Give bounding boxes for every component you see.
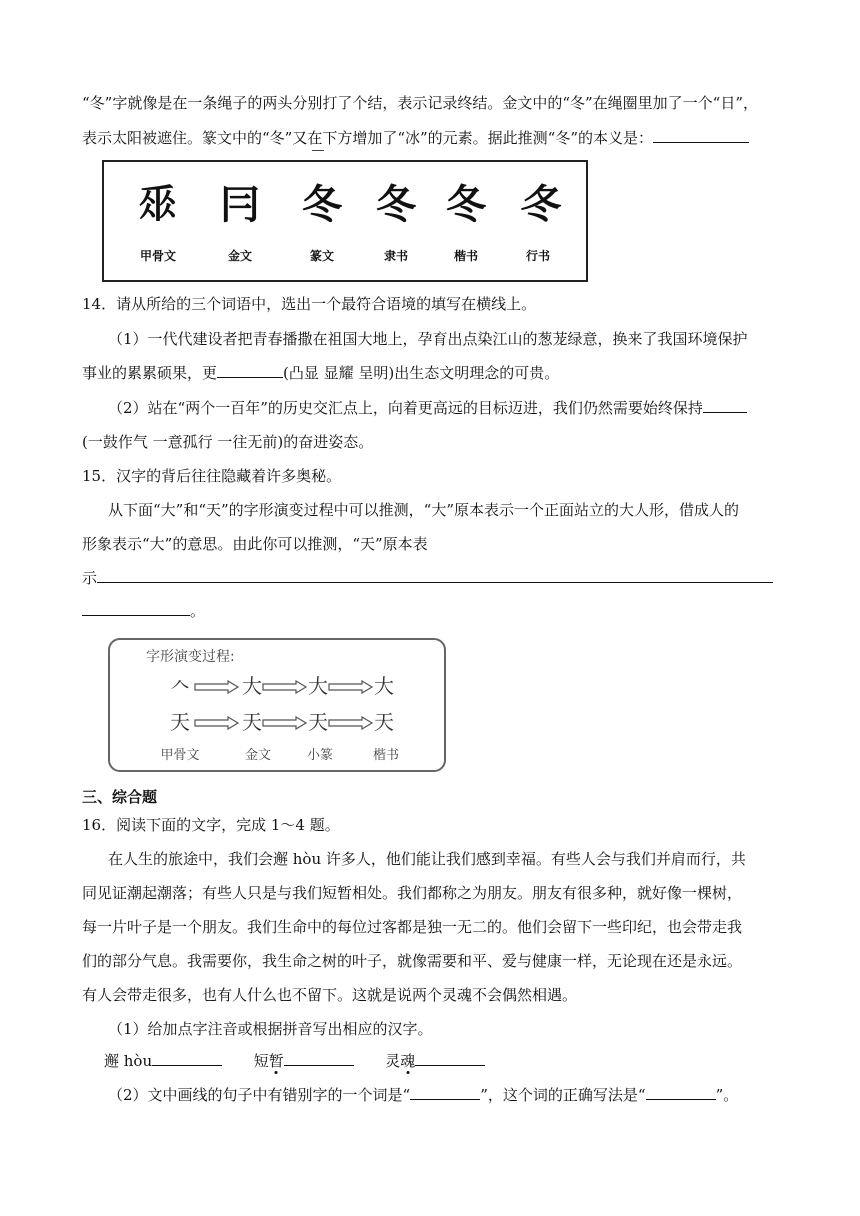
q14-part2-line1 — [108, 397, 747, 419]
q14-part1-blank[interactable] — [217, 362, 283, 378]
q14-part1-text-b: (凸显 显耀 呈明)出生态文明理念的可贵。 — [283, 364, 560, 382]
glyph-lishu: 冬 — [376, 181, 416, 228]
q16-passage-line-4: 们的部分气息。我需要你，我生命之树的叶子，就像需要和平、爱与健康一样，无论现在还是永远。 — [82, 952, 743, 970]
caption-kaishu: 楷书 — [453, 249, 478, 263]
q16-passage-line-5: 有人会带走很多，也有人什么也不留下。这就是说两个灵魂不会偶然相遇。 — [82, 986, 578, 1004]
caption-lishu: 隶书 — [383, 249, 408, 263]
q14-part2-blank[interactable] — [703, 397, 747, 413]
row1-kaishu: 大 — [374, 674, 394, 698]
q15-line3-text: 示 — [82, 569, 98, 587]
q15-stem: 15．汉字的背后往往隐藏着许多奥秘。 — [82, 467, 342, 485]
q14-part1-text-a: 事业的累累硕果，更 — [82, 364, 218, 382]
fill-a-label: 邂 hòu — [104, 1052, 153, 1070]
answer-blank[interactable] — [653, 127, 749, 143]
q16-passage-line-2: 同见证潮起潮落；有些人只是与我们短暂相处。我们都称之为朋友。朋友有很多种，就好像一棵树， — [82, 884, 743, 902]
glyph-jinwen: 冃 — [220, 181, 260, 228]
arrow-icon — [328, 680, 374, 694]
q16-sub2 — [108, 1084, 738, 1106]
arrow-icon — [262, 716, 308, 730]
q16-sub2-text-a: （2）文中画线的句子中有错别字的一个词是“ — [108, 1086, 411, 1104]
section-heading: 三、综合题 — [82, 788, 158, 806]
divider-mark — [312, 150, 324, 151]
q14-stem: 14．请从所给的三个词语中，选出一个最符合语境的填写在横线上。 — [82, 295, 537, 313]
fill-c-blank[interactable] — [415, 1050, 485, 1066]
q16-sub2-blank-1[interactable] — [410, 1084, 480, 1100]
q15-blank-short[interactable] — [82, 600, 190, 616]
glyph-xingshu: 冬 — [518, 181, 558, 228]
fill-c-dotted-char: 魂 — [400, 1052, 416, 1070]
q15-line4-end: 。 — [190, 602, 206, 620]
arrow-icon — [328, 716, 374, 730]
caption-xingshu: 行书 — [525, 249, 550, 263]
q14-part1-line1: （1）一代代建设者把青春播撒在祖国大地上，孕育出点染江山的葱茏绿意，换来了我国环境保护 — [108, 330, 748, 348]
arrow-icon — [194, 716, 240, 730]
q15-line3 — [82, 567, 773, 589]
q14-part1-line2 — [82, 362, 559, 384]
q16-sub2-blank-2[interactable] — [646, 1084, 716, 1100]
fill-b-dotted-char: 暂 — [268, 1052, 284, 1070]
row2-jinwen: 天 — [242, 710, 262, 734]
glyph-zhuanwen: 冬 — [302, 181, 342, 228]
da-tian-evolution-figure — [108, 638, 446, 772]
caption-zhuanwen: 篆文 — [309, 249, 334, 263]
glyph-kaishu: 冬 — [446, 181, 486, 228]
glyph-jiaguwen: 𠂹 — [138, 181, 178, 228]
row2-kaishu: 天 — [374, 710, 394, 734]
caption-kaishu-2: 楷书 — [372, 748, 399, 763]
q15-line1: 从下面“大”和“天”的字形演变过程中可以推测，“大”原本表示一个正面站立的大人形，借成人的 — [108, 501, 740, 519]
caption-jiaguwen: 甲骨文 — [139, 249, 176, 263]
q16-stem: 16．阅读下面的文字，完成 1～4 题。 — [82, 816, 340, 834]
q15-line2: 形象表示“大”的意思。由此你可以推测，“天”原本表 — [82, 535, 428, 553]
q16-passage-line-1: 在人生的旅途中，我们会邂 hòu 许多人，他们能让我们感到幸福。有些人会与我们并肩而行，共 — [108, 850, 746, 868]
q14-part2-text: （2）站在“两个一百年”的历史交汇点上，向着更高远的目标迈进，我们仍然需要始终保持 — [108, 399, 703, 417]
intro-line-2-text: 表示太阳被遮住。篆文中的“冬”又在下方增加了“冰”的元素。据此推测“冬”的本义是： — [82, 129, 654, 147]
dong-evolution-figure — [102, 160, 588, 282]
fill-a-blank[interactable] — [152, 1050, 222, 1066]
row2-xiaozhuan: 天 — [308, 710, 328, 734]
row1-jiaguwen: 𠆢 — [170, 674, 190, 698]
row1-xiaozhuan: 大 — [308, 674, 328, 698]
arrow-icon — [194, 680, 240, 694]
q14-part2-line2: (一鼓作气 一意孤行 一往无前)的奋进姿态。 — [82, 433, 374, 451]
q15-line4 — [82, 600, 205, 622]
q16-sub2-text-b: ”，这个词的正确写法是“ — [480, 1086, 646, 1104]
q15-blank-long[interactable] — [97, 567, 773, 583]
figure2-title: 字形演变过程: — [146, 649, 235, 665]
caption-jiaguwen-2: 甲骨文 — [160, 748, 200, 763]
arrow-icon — [262, 680, 308, 694]
q16-sub1: （1）给加点字注音或根据拼音写出相应的汉字。 — [108, 1020, 433, 1038]
caption-jinwen: 金文 — [227, 249, 252, 263]
caption-xiaozhuan-2: 小篆 — [306, 748, 333, 763]
fill-c-pre: 灵 — [385, 1052, 401, 1070]
row1-jinwen: 大 — [242, 674, 262, 698]
row2-jiaguwen: 天 — [170, 710, 190, 734]
fill-b-blank[interactable] — [284, 1050, 354, 1066]
intro-line-2 — [82, 127, 749, 149]
caption-jinwen-2: 金文 — [244, 748, 271, 763]
intro-line-1: “冬”字就像是在一条绳子的两头分别打了个结，表示记录终结。金文中的“冬”在绳圈里加了一个“日”， — [82, 94, 759, 112]
q16-sub2-text-c: ”。 — [715, 1086, 739, 1104]
fill-b-pre: 短 — [253, 1052, 269, 1070]
q16-passage-line-3: 每一片叶子是一个朋友。我们生命中的每位过客都是独一无二的。他们会留下一些印纪，也会带走我 — [82, 918, 743, 936]
q16-fill-row — [104, 1050, 485, 1072]
